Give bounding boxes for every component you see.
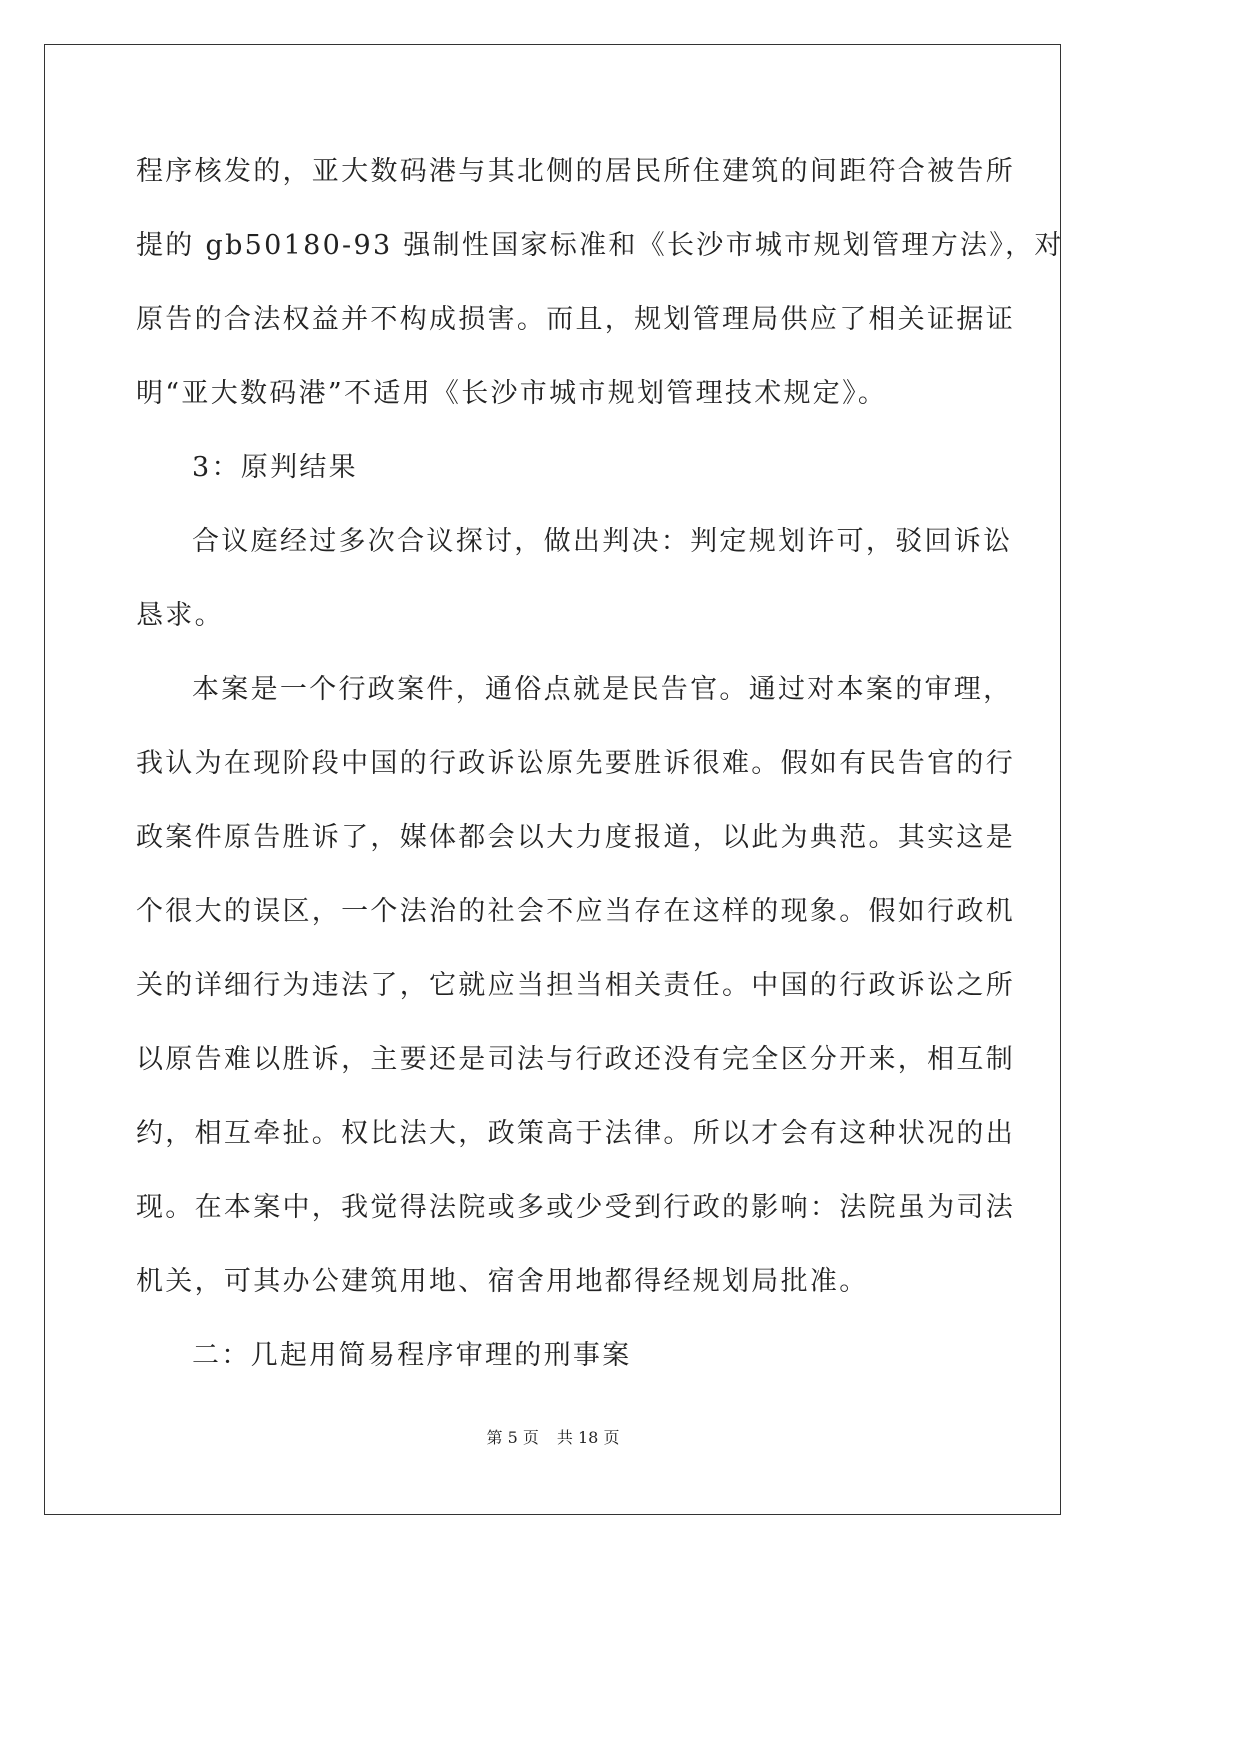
text-line: 以原告难以胜诉，主要还是司法与行政还没有完全区分开来，相互制 [136,1044,1015,1075]
section-heading: 二：几起用简易程序审理的刑事案 [192,1340,632,1371]
text-line: 合议庭经过多次合议探讨，做出判决：判定规划许可，驳回诉讼 [192,526,1013,557]
section-heading: 3：原判结果 [192,452,358,483]
text-line: 本案是一个行政案件，通俗点就是民告官。通过对本案的审理， [192,674,1013,705]
page-number: 第 5 页 [486,1428,539,1447]
text-line: 政案件原告胜诉了，媒体都会以大力度报道，以此为典范。其实这是 [136,822,1015,853]
page-total: 共 18 页 [556,1428,620,1447]
text-line: 提的 gb50180-93 强制性国家标准和《长沙市城市规划管理方法》，对 [136,230,1064,261]
text-line: 原告的合法权益并不构成损害。而且，规划管理局供应了相关证据证 [136,304,1015,335]
text-line: 程序核发的，亚大数码港与其北侧的居民所住建筑的间距符合被告所 [136,156,1015,187]
text-line: 个很大的误区，一个法治的社会不应当存在这样的现象。假如行政机 [136,896,1015,927]
text-line: 机关，可其办公建筑用地、宿舍用地都得经规划局批准。 [136,1266,869,1297]
text-line: 关的详细行为违法了，它就应当担当相关责任。中国的行政诉讼之所 [136,970,1015,1001]
text-line: 约，相互牵扯。权比法大，政策高于法律。所以才会有这种状况的出 [136,1118,1015,1149]
text-line: 明“亚大数码港”不适用《长沙市城市规划管理技术规定》。 [136,378,888,409]
text-line: 我认为在现阶段中国的行政诉讼原先要胜诉很难。假如有民告官的行 [136,748,1015,779]
text-line: 恳求。 [136,600,224,631]
page-footer [0,1428,1106,1448]
text-line: 现。在本案中，我觉得法院或多或少受到行政的影响：法院虽为司法 [136,1192,1015,1223]
